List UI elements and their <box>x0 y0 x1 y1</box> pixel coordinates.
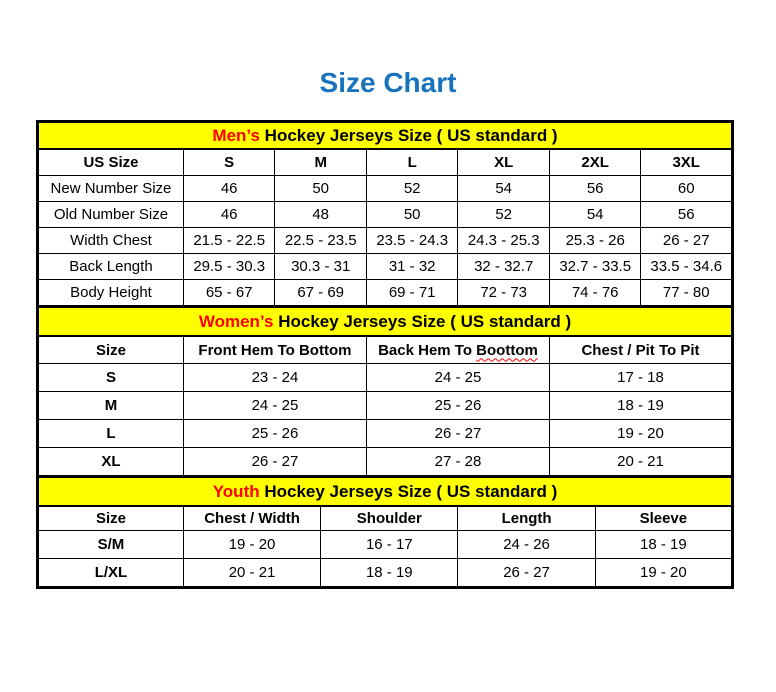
table-row <box>38 280 733 307</box>
mens-size-table <box>36 120 734 308</box>
data-cell: 27 - 28 <box>366 448 549 477</box>
table-row <box>38 254 733 280</box>
data-cell: 19 - 20 <box>595 559 732 588</box>
data-cell: 56 <box>641 202 733 228</box>
data-cell: 52 <box>366 176 458 202</box>
data-cell: 26 - 27 <box>458 559 595 588</box>
data-cell: 25.3 - 26 <box>549 228 641 254</box>
data-cell: 20 - 21 <box>183 559 320 588</box>
section-title-accent: Men’s <box>212 125 260 145</box>
womens-size-table <box>36 305 734 478</box>
row-label: Old Number Size <box>38 202 184 228</box>
data-cell: 54 <box>549 202 641 228</box>
row-label: L/XL <box>38 559 184 588</box>
row-label: XL <box>38 448 184 477</box>
column-header-sleeve: Sleeve <box>595 506 732 531</box>
data-cell: 31 - 32 <box>366 254 458 280</box>
table-row <box>38 448 733 477</box>
youth-section-title <box>38 477 733 507</box>
column-header-chest-pit-to-pit: Chest / Pit To Pit <box>549 336 732 364</box>
data-cell: 24 - 25 <box>366 364 549 392</box>
row-label: Width Chest <box>38 228 184 254</box>
table-row <box>38 228 733 254</box>
data-cell: 22.5 - 23.5 <box>275 228 367 254</box>
section-title-text: Hockey Jerseys Size ( US standard ) <box>259 125 558 145</box>
table-row <box>38 392 733 420</box>
column-header-length: Length <box>458 506 595 531</box>
row-label: M <box>38 392 184 420</box>
data-cell: 26 - 27 <box>183 448 366 477</box>
data-cell: 32.7 - 33.5 <box>549 254 641 280</box>
row-label: S <box>38 364 184 392</box>
column-header-2xl: 2XL <box>549 149 641 176</box>
section-title-row <box>38 477 733 507</box>
column-header-us-size: US Size <box>38 149 184 176</box>
womens-section-title <box>38 307 733 337</box>
table-row <box>38 176 733 202</box>
column-header-size: Size <box>38 506 184 531</box>
column-header-row <box>38 506 733 531</box>
row-label: L <box>38 420 184 448</box>
column-header-shoulder: Shoulder <box>321 506 458 531</box>
section-title-text: Hockey Jerseys Size ( US standard ) <box>259 481 558 501</box>
page-title: Size Chart <box>319 67 457 98</box>
data-cell: 21.5 - 22.5 <box>183 228 275 254</box>
data-cell: 46 <box>183 202 275 228</box>
data-cell: 60 <box>641 176 733 202</box>
row-label: Back Length <box>38 254 184 280</box>
data-cell: 56 <box>549 176 641 202</box>
column-header-back-hem-to-boottom: Back Hem To Boottom <box>366 336 549 364</box>
table-row <box>38 420 733 448</box>
data-cell: 30.3 - 31 <box>275 254 367 280</box>
row-label: S/M <box>38 531 184 559</box>
row-label: New Number Size <box>38 176 184 202</box>
section-title-row <box>38 122 733 150</box>
column-header-chest-width: Chest / Width <box>183 506 320 531</box>
youth-size-table <box>36 475 734 589</box>
section-title-text: Hockey Jerseys Size ( US standard ) <box>273 311 572 331</box>
data-cell: 17 - 18 <box>549 364 732 392</box>
data-cell: 74 - 76 <box>549 280 641 307</box>
row-label: Body Height <box>38 280 184 307</box>
data-cell: 25 - 26 <box>366 392 549 420</box>
data-cell: 18 - 19 <box>549 392 732 420</box>
data-cell: 19 - 20 <box>183 531 320 559</box>
data-cell: 48 <box>275 202 367 228</box>
data-cell: 46 <box>183 176 275 202</box>
data-cell: 16 - 17 <box>321 531 458 559</box>
column-header-3xl: 3XL <box>641 149 733 176</box>
data-cell: 72 - 73 <box>458 280 550 307</box>
data-cell: 25 - 26 <box>183 420 366 448</box>
data-cell: 65 - 67 <box>183 280 275 307</box>
data-cell: 77 - 80 <box>641 280 733 307</box>
data-cell: 69 - 71 <box>366 280 458 307</box>
data-cell: 23.5 - 24.3 <box>366 228 458 254</box>
column-header-m: M <box>275 149 367 176</box>
data-cell: 50 <box>275 176 367 202</box>
mens-section-title <box>38 122 733 150</box>
section-title-accent: Youth <box>212 481 260 501</box>
table-row <box>38 202 733 228</box>
data-cell: 67 - 69 <box>275 280 367 307</box>
data-cell: 24 - 25 <box>183 392 366 420</box>
data-cell: 18 - 19 <box>321 559 458 588</box>
size-chart <box>36 120 734 589</box>
data-cell: 18 - 19 <box>595 531 732 559</box>
table-row <box>38 531 733 559</box>
column-header-row <box>38 336 733 364</box>
column-header-size: Size <box>38 336 184 364</box>
column-header-row <box>38 149 733 176</box>
data-cell: 50 <box>366 202 458 228</box>
table-row <box>38 364 733 392</box>
column-header-s: S <box>183 149 275 176</box>
data-cell: 24 - 26 <box>458 531 595 559</box>
data-cell: 23 - 24 <box>183 364 366 392</box>
data-cell: 26 - 27 <box>366 420 549 448</box>
misspelled-word: Boottom <box>476 341 538 359</box>
data-cell: 33.5 - 34.6 <box>641 254 733 280</box>
column-header-l: L <box>366 149 458 176</box>
column-header-xl: XL <box>458 149 550 176</box>
section-title-accent: Women’s <box>198 311 274 331</box>
column-header-front-hem-to-bottom: Front Hem To Bottom <box>183 336 366 364</box>
data-cell: 19 - 20 <box>549 420 732 448</box>
data-cell: 24.3 - 25.3 <box>458 228 550 254</box>
table-row <box>38 559 733 588</box>
data-cell: 52 <box>458 202 550 228</box>
section-title-row <box>38 307 733 337</box>
data-cell: 26 - 27 <box>641 228 733 254</box>
data-cell: 54 <box>458 176 550 202</box>
data-cell: 29.5 - 30.3 <box>183 254 275 280</box>
data-cell: 32 - 32.7 <box>458 254 550 280</box>
data-cell: 20 - 21 <box>549 448 732 477</box>
